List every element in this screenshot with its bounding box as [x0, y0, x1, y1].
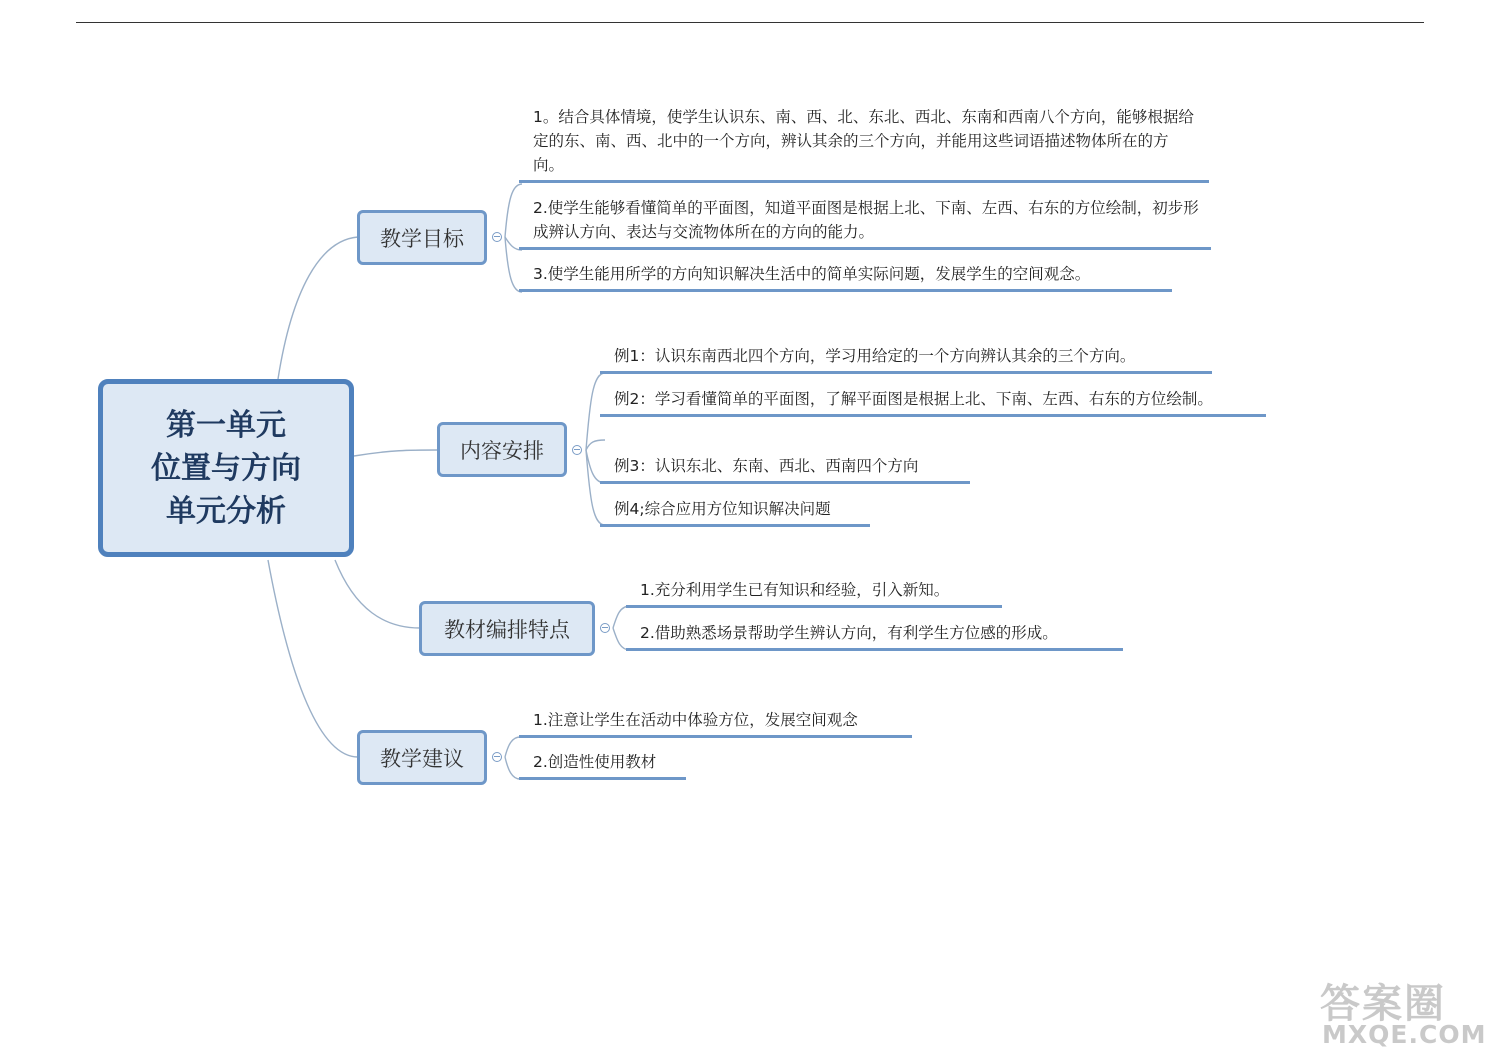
connector-root-content — [354, 450, 438, 456]
leaf-goal-3: 3.使学生能用所学的方向知识解决生活中的简单实际问题，发展学生的空间观念。 — [519, 262, 1172, 292]
leaf-feature-1: 1.充分利用学生已有知识和经验，引入新知。 — [626, 578, 1002, 608]
root-node[interactable] — [98, 379, 354, 557]
connector-suggestions-leaf-1 — [505, 737, 520, 757]
connector-root-goals — [278, 237, 358, 379]
branch-label: 教学建议 — [380, 746, 464, 771]
connector-content-leaf-2 — [586, 440, 605, 450]
leaf-content-2: 例2：学习看懂简单的平面图，了解平面图是根据上北、下南、左西、右东的方位绘制。 — [600, 387, 1266, 417]
leaf-goal-1: 1。结合具体情境，使学生认识东、南、西、北、东北、西北、东南和西南八个方向，能够根据给定的东、南、西、北中的一个方向，辨认其余的三个方向，并能用这些词语描述物体所在的方向。 — [519, 105, 1209, 183]
connector-suggestions-leaf-2 — [505, 757, 520, 779]
branch-label: 教学目标 — [380, 226, 464, 251]
watermark-top: 答案圈 — [1320, 981, 1446, 1027]
leaf-content-4: 例4;综合应用方位知识解决问题 — [600, 497, 870, 527]
leaf-suggestion-2: 2.创造性使用教材 — [519, 750, 686, 780]
leaf-feature-2: 2.借助熟悉场景帮助学生辨认方向，有利学生方位感的形成。 — [626, 621, 1123, 651]
leaf-content-1: 例1：认识东南西北四个方向，学习用给定的一个方向辨认其余的三个方向。 — [600, 344, 1212, 374]
leaf-goal-2: 2.使学生能够看懂简单的平面图，知道平面图是根据上北、下南、左西、右东的方位绘制，初步形成辨认方向、表达与交流物体所在的方向的能力。 — [519, 196, 1211, 250]
root-line-3: 单元分析 — [166, 493, 286, 529]
branch-teaching-goals[interactable] — [357, 210, 487, 265]
leaf-suggestion-1: 1.注意让学生在活动中体验方位，发展空间观念 — [519, 708, 912, 738]
watermark — [1320, 972, 1492, 1056]
connector-root-features — [335, 560, 420, 628]
branch-label: 教材编排特点 — [444, 617, 570, 642]
branch-textbook-features[interactable] — [419, 601, 595, 656]
collapse-icon[interactable] — [572, 445, 582, 455]
branch-teaching-suggestions[interactable] — [357, 730, 487, 785]
root-line-1: 第一单元 — [166, 407, 286, 443]
branch-label: 内容安排 — [460, 438, 544, 463]
leaf-content-3: 例3：认识东北、东南、西北、西南四个方向 — [600, 454, 970, 484]
collapse-icon[interactable] — [492, 232, 502, 242]
watermark-bottom: MXQE.COM — [1322, 1020, 1487, 1049]
branch-content-arrangement[interactable] — [437, 422, 567, 477]
root-line-2: 位置与方向 — [151, 450, 301, 486]
collapse-icon[interactable] — [492, 752, 502, 762]
collapse-icon[interactable] — [600, 623, 610, 633]
connector-root-suggestions — [268, 560, 358, 757]
